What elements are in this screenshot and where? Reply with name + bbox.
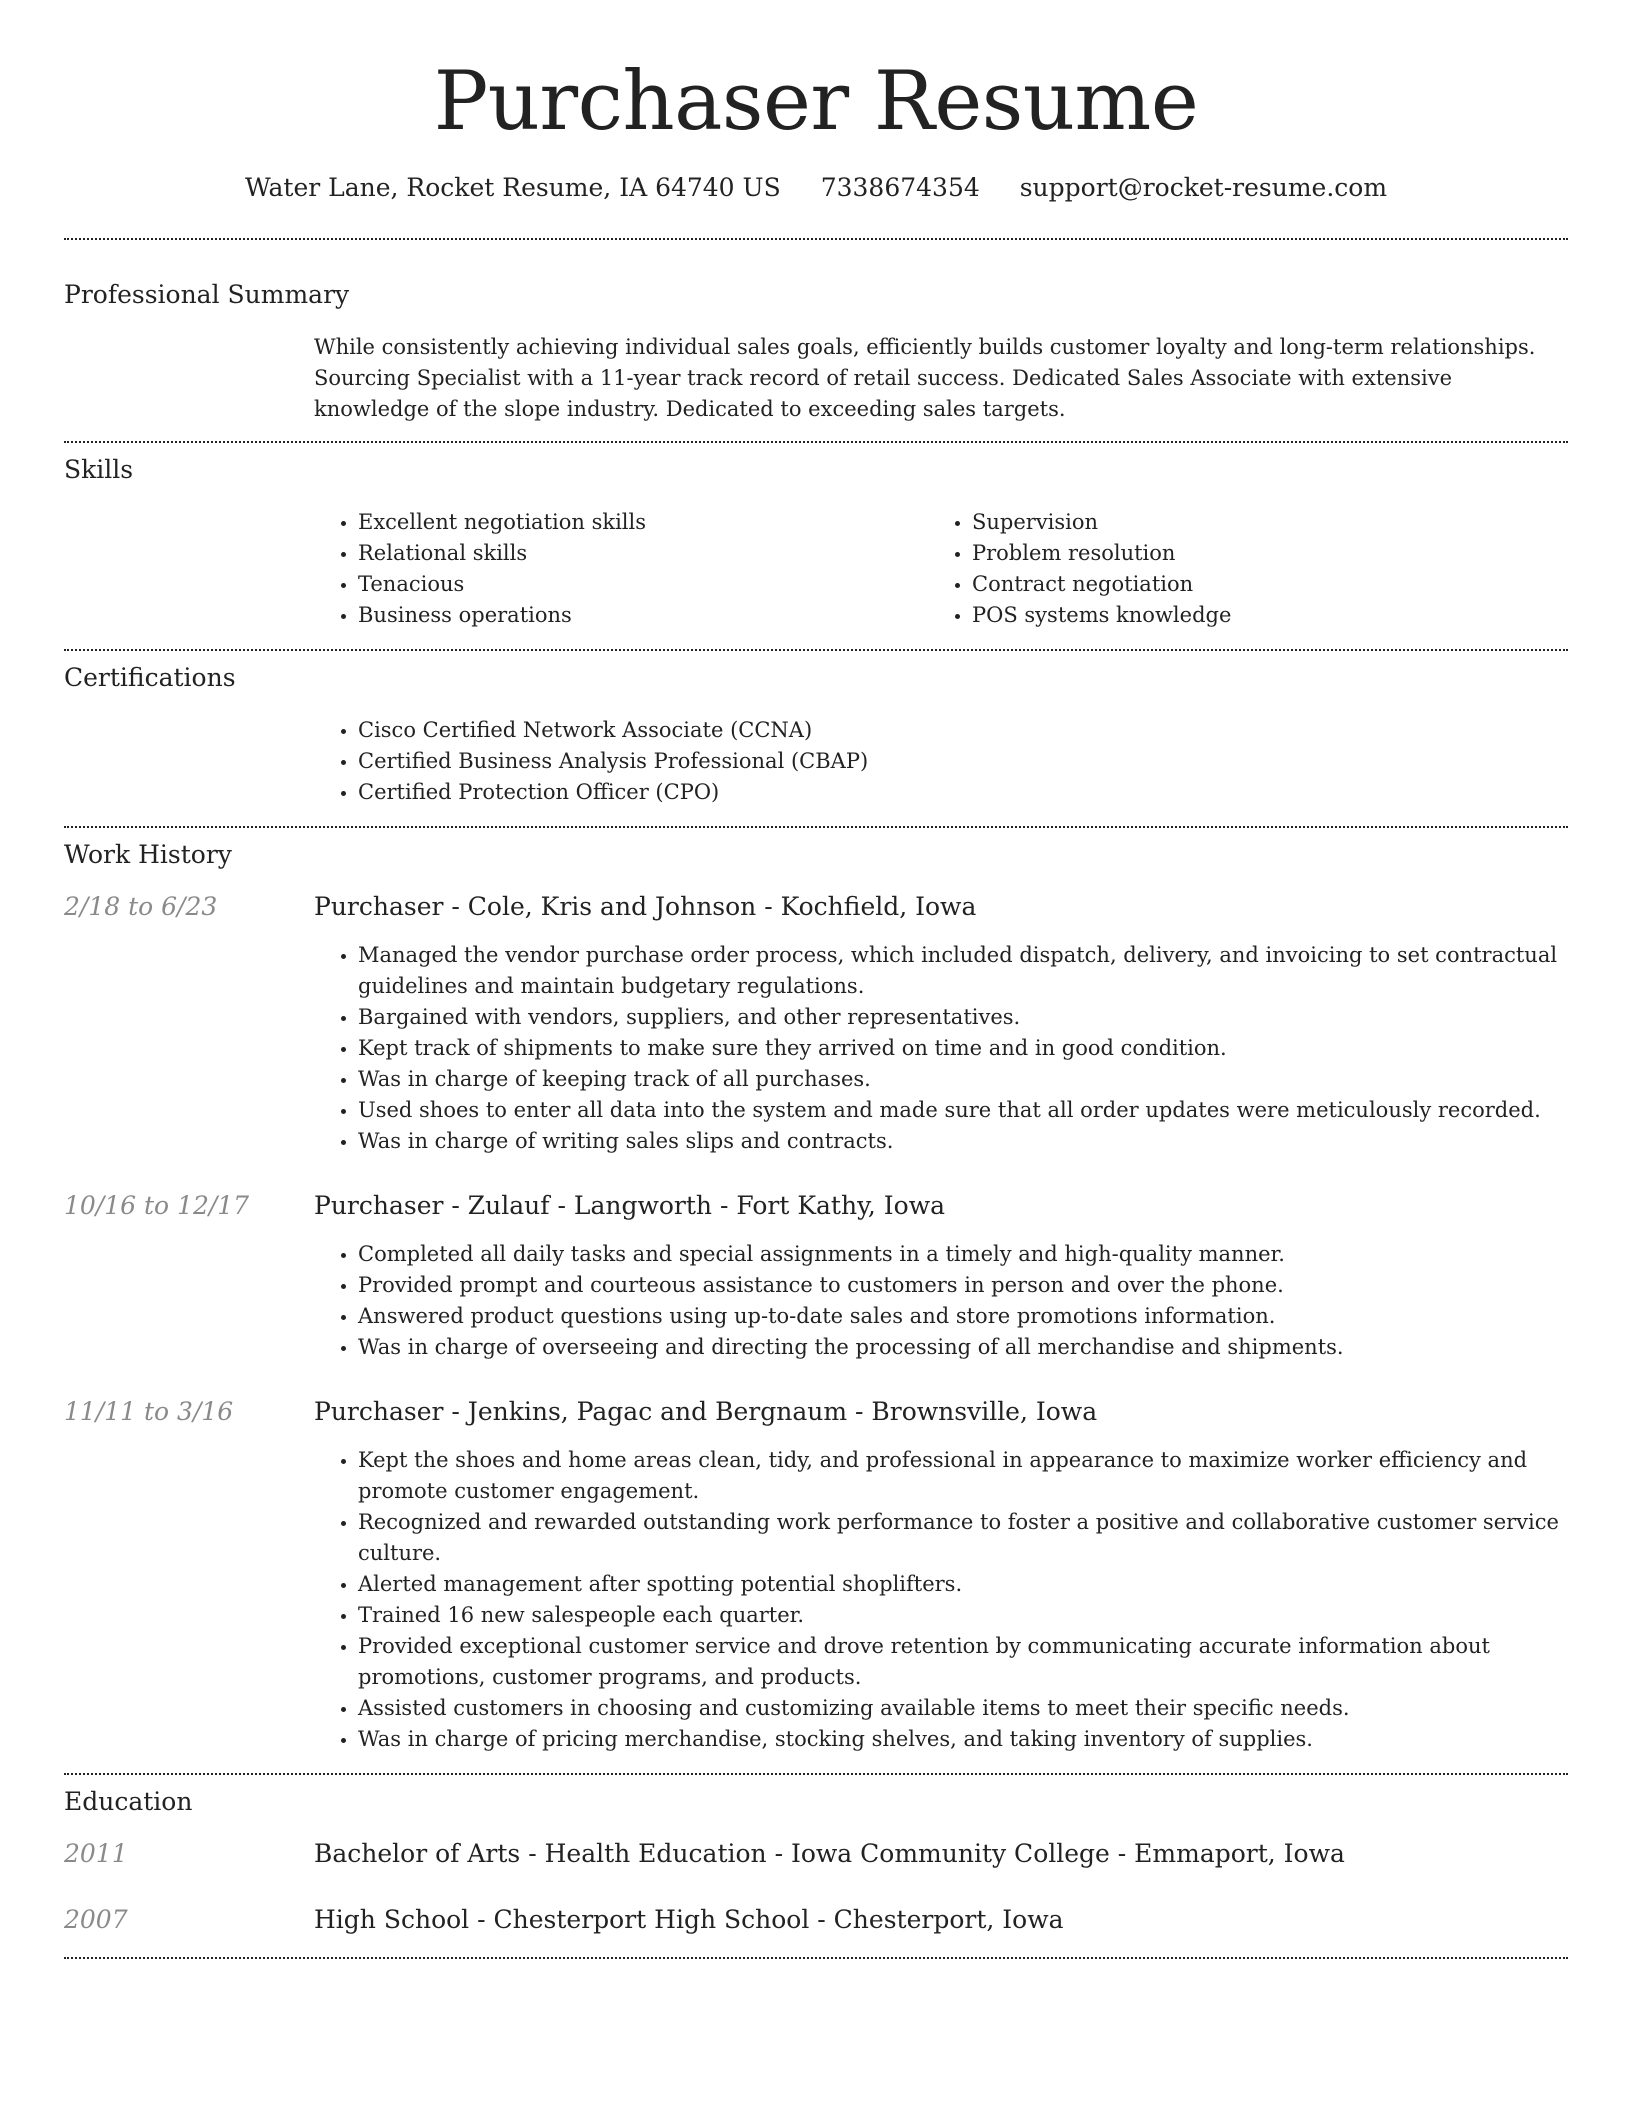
skill-item: • POS systems knowledge xyxy=(972,600,1542,631)
job-bullet: • Managed the vendor purchase order process, which included dispatch, delivery, and invoicing to set contractual guidelines and maintain budgetary regulations. xyxy=(358,940,1568,1002)
job-details xyxy=(314,1397,1568,1755)
certification-item: • Certified Business Analysis Professional (CBAP) xyxy=(358,746,1568,777)
skills-columns xyxy=(314,507,1568,649)
resume-title: Purchaser Resume xyxy=(433,55,1199,149)
skills-column-left xyxy=(314,507,928,631)
skills-list-right xyxy=(928,507,1542,631)
job-bullet: • Trained 16 new salespeople each quarter. xyxy=(358,1600,1568,1631)
education-details: Bachelor of Arts - Health Education - Iowa Community College - Emmaport, Iowa xyxy=(314,1838,1345,1868)
job-bullet: • Kept the shoes and home areas clean, tidy, and professional in appearance to maximize worker efficiency and promote customer engagement. xyxy=(358,1445,1568,1507)
job-entry xyxy=(64,1191,1568,1363)
job-title: Purchaser - Zulauf - Langworth - Fort Kathy, Iowa xyxy=(314,1190,945,1220)
certification-item: • Certified Protection Officer (CPO) xyxy=(358,777,1568,808)
job-bullet: • Was in charge of writing sales slips and contracts. xyxy=(358,1126,1568,1157)
contact-address: Water Lane, Rocket Resume, IA 64740 US xyxy=(244,173,781,203)
work-history-section xyxy=(64,828,1568,1773)
certifications-section xyxy=(64,651,1568,826)
work-history-heading: Work History xyxy=(64,839,232,869)
skills-list-left xyxy=(314,507,928,631)
job-bullet: • Was in charge of keeping track of all purchases. xyxy=(358,1064,1568,1095)
summary-text: While consistently achieving individual sales goals, efficiently builds customer loyalty and long-term relationships. Sourcing Specialist with a 11-year track record of retail success. Dedicated Sales Associate with extensive knowledge of the slope industry. Dedicated to exceeding sales targets. xyxy=(314,334,1536,421)
certifications-list xyxy=(314,715,1568,808)
job-bullet: • Was in charge of overseeing and directing the processing of all merchandise and shipments. xyxy=(358,1332,1568,1363)
job-bullet: • Kept track of shipments to make sure they arrived on time and in good condition. xyxy=(358,1033,1568,1064)
contact-phone: 7338674354 xyxy=(820,173,980,203)
summary-heading: Professional Summary xyxy=(64,279,350,309)
job-date: 10/16 to 12/17 xyxy=(64,1190,250,1220)
resume-header xyxy=(64,54,1568,205)
job-bullet: • Provided exceptional customer service and drove retention by communicating accurate information about promotions, customer programs, and products. xyxy=(358,1631,1568,1693)
job-bullet: • Was in charge of pricing merchandise, stocking shelves, and taking inventory of supplies. xyxy=(358,1724,1568,1755)
skills-section xyxy=(64,443,1568,649)
job-title: Purchaser - Jenkins, Pagac and Bergnaum - Brownsville, Iowa xyxy=(314,1396,1098,1426)
certifications-body xyxy=(314,715,1568,826)
skill-item: • Contract negotiation xyxy=(972,569,1542,600)
job-bullet: • Recognized and rewarded outstanding work performance to foster a positive and collaborative customer service culture. xyxy=(358,1507,1568,1569)
job-bullets xyxy=(314,940,1568,1157)
job-details xyxy=(314,892,1568,1157)
job-bullets xyxy=(314,1445,1568,1755)
contact-line xyxy=(64,172,1568,205)
job-bullets xyxy=(314,1239,1568,1363)
skill-item: • Supervision xyxy=(972,507,1542,538)
education-entry xyxy=(64,1905,1568,1935)
education-section xyxy=(64,1775,1568,1957)
skill-item: • Excellent negotiation skills xyxy=(358,507,928,538)
job-bullet: • Provided prompt and courteous assistance to customers in person and over the phone. xyxy=(358,1270,1568,1301)
job-details xyxy=(314,1191,1568,1363)
skills-column-right xyxy=(928,507,1542,631)
job-date: 2/18 to 6/23 xyxy=(64,891,218,921)
education-entry xyxy=(64,1839,1568,1869)
job-bullet: • Answered product questions using up-to-date sales and store promotions information. xyxy=(358,1301,1568,1332)
education-year: 2011 xyxy=(64,1838,128,1868)
contact-email: support@rocket-resume.com xyxy=(1019,173,1388,203)
certification-item: • Cisco Certified Network Associate (CCNA) xyxy=(358,715,1568,746)
education-year: 2007 xyxy=(64,1904,128,1934)
job-bullet: • Bargained with vendors, suppliers, and other representatives. xyxy=(358,1002,1568,1033)
job-bullet: • Completed all daily tasks and special assignments in a timely and high-quality manner. xyxy=(358,1239,1568,1270)
skill-item: • Problem resolution xyxy=(972,538,1542,569)
skill-item: • Tenacious xyxy=(358,569,928,600)
job-title: Purchaser - Cole, Kris and Johnson - Kochfield, Iowa xyxy=(314,891,977,921)
certifications-heading: Certifications xyxy=(64,662,236,692)
job-bullet: • Alerted management after spotting potential shoplifters. xyxy=(358,1569,1568,1600)
job-bullet: • Assisted customers in choosing and customizing available items to meet their specific needs. xyxy=(358,1693,1568,1724)
summary-section xyxy=(64,240,1568,441)
job-date: 11/11 to 3/16 xyxy=(64,1396,234,1426)
skills-heading: Skills xyxy=(64,454,134,484)
skill-item: • Relational skills xyxy=(358,538,928,569)
divider xyxy=(64,1957,1568,1959)
job-entry xyxy=(64,892,1568,1157)
job-bullet: • Used shoes to enter all data into the system and made sure that all order updates were meticulously recorded. xyxy=(358,1095,1568,1126)
skill-item: • Business operations xyxy=(358,600,928,631)
education-details: High School - Chesterport High School - Chesterport, Iowa xyxy=(314,1904,1064,1934)
education-heading: Education xyxy=(64,1786,193,1816)
job-entry xyxy=(64,1397,1568,1755)
